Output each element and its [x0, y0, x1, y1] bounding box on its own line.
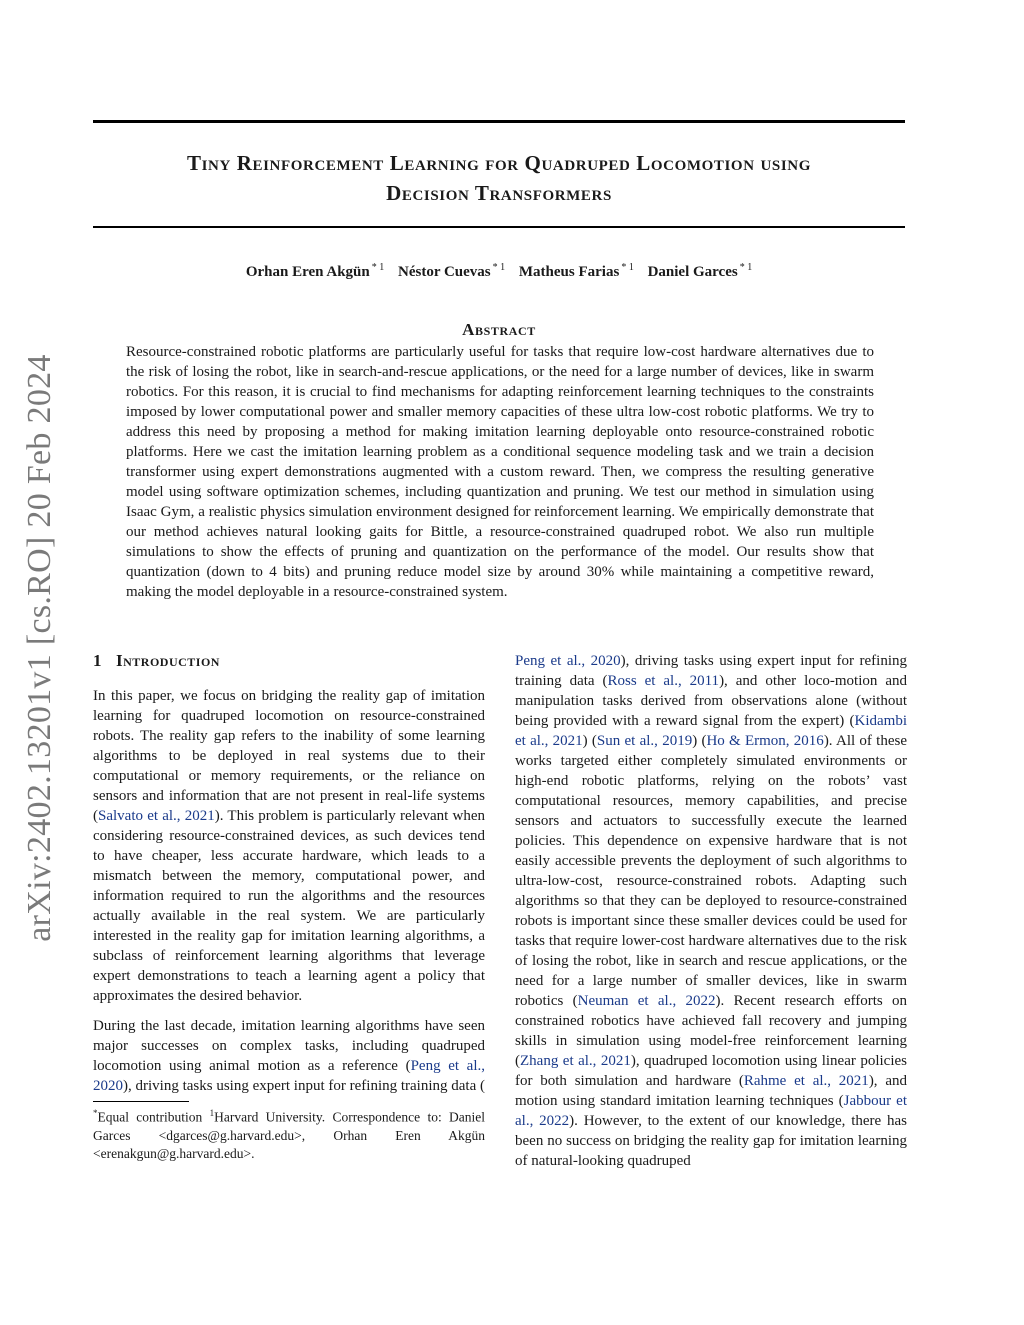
author: Daniel Garces $^{* 1}$ [647, 262, 753, 280]
section-number: 1 [93, 651, 102, 670]
abstract-text: Resource-constrained robotic platforms are particularly useful for tasks that require low-cost hardware alternatives due to the risk of losing the robot, like in search-and-rescue applications, or the need for a large number of devices, like in swarm robotics. For this reason, it is crucial to find mechanisms for adapting reinforcement learning techniques to the constraints imposed by lower computational power and smaller memory capacities of these ultra low-cost robotic platforms. We try to address this need by proposing a method for making imitation learning deployable onto resource-constrained robotic platforms. Here we cast the imitation learning problem as a conditional sequence modeling task and we train a decision transformer using expert demonstrations augmented with a custom reward. Then, we compress the resulting generative model using software optimization schemes, including quantization and pruning. We test our method in simulation using Isaac Gym, a realistic physics simulation environment designed for reinforcement learning. We empirically demonstrate that our method achieves natural looking gaits for Bittle, a resource-constrained quadruped robot. We also run multiple simulations to show the effects of pruning and quantization on the performance of the model. Our results show that quantization (down to 4 bits) and pruning reduce model size by around 30% while maintaining a competitive reward, making the model deployable in a resource-constrained system. [126, 344, 874, 600]
title-line-1: Tiny Reinforcement Learning for Quadruped Locomotion using [186, 151, 811, 175]
citation-link[interactable]: Jabbour et al., 2022 [515, 1093, 907, 1129]
title-top-rule [93, 120, 905, 123]
citation-link[interactable]: Neuman et al., 2022 [577, 993, 716, 1009]
author-list [93, 262, 905, 281]
citation-link[interactable]: Sun et al., 2019 [596, 733, 693, 749]
arxiv-identifier: arXiv:2402.13201v1 [cs.RO] 20 Feb 2024 [21, 354, 58, 942]
intro-paragraph-2: During the last decade, imitation learning algorithms have seen major successes on complex tasks, including quadruped locomotion using animal motion as a reference (Peng et al., 2020), driving tasks using expert input for refining training data ( [93, 1018, 485, 1094]
citation-link[interactable]: Peng et al., 2020 [93, 1058, 485, 1094]
citation-link[interactable]: Rahme et al., 2021 [743, 1073, 869, 1089]
section-title: Introduction [116, 651, 220, 670]
citation-link[interactable]: Kidambi et al., 2021 [515, 713, 907, 749]
intro-paragraph-2-continued: Peng et al., 2020), driving tasks using expert input for refining training data (Ross et al., 2011), and other loco-motion and manipulation tasks derived from observations alone (without being provided with a reward signal from the expert) (Kidambi et al., 2021) (Sun et al., 2019) (Ho & Ermon, 2016). All of these works targeted either completely simulated environments or high-end robotic platforms, relying on the robots’ vast computational resources, memory capabilities, and precise sensors and actuators to successfully execute the learned policies. This dependence on expensive hardware that is not easily accessible prevents the deployment of such algorithms to ultra-low-cost, resource-constrained robots. Adapting such algorithms so that they can be deployed to resource-constrained robots is important since these smaller devices could be used for tasks that require lower-cost hardware alternatives due to the risk of losing the robot, like in search and rescue applications, or the need for a large number of smaller devices, like in swarm robotics (Neuman et al., 2022). Recent research efforts on constrained robotics have achieved fall recovery and jumping skills in simulation using model-free reinforcement learning (Zhang et al., 2021), quadruped locomotion using linear policies for both simulation and hardware (Rahme et al., 2021), and motion using standard imitation learning techniques (Jabbour et al., 2022). However, to the extent of our knowledge, there has been no success on bridging the reality gap for imitation learning of natural-looking quadruped [515, 653, 908, 1169]
title-line-2: Decision Transformers [386, 181, 612, 205]
right-column [515, 651, 907, 1181]
abstract-heading: Abstract [462, 320, 536, 339]
left-column [93, 650, 485, 1106]
author: Orhan Eren Akgün $^{* 1}$ [245, 262, 385, 280]
footnote-rule [93, 1101, 189, 1102]
citation-link[interactable]: Zhang et al., 2021 [520, 1053, 631, 1069]
footnote: *Equal contribution $^1$Harvard University. Correspondence to: Daniel Garces <dgarces@g.harvard.edu>, Orhan Eren Akgün <erenakgun@g.harvard.edu>. [93, 1108, 486, 1161]
paper-title [93, 148, 905, 208]
citation-link[interactable]: Salvato et al., 2021 [98, 808, 215, 824]
title-bottom-rule [93, 226, 905, 228]
author: Néstor Cuevas $^{* 1}$ [398, 262, 506, 280]
section-heading [93, 650, 485, 672]
citation-link[interactable]: Ross et al., 2011 [607, 673, 720, 689]
intro-paragraph-1: In this paper, we focus on bridging the reality gap of imitation learning for quadruped locomotion on resource-constrained robots. The reality gap refers to the inability of some learning algorithms to be deployed in real systems due to their computational or memory requirements, or the reliance on sensors and information that are not present in real-life systems (Salvato et al., 2021). This problem is particularly relevant when considering resource-constrained devices, as such devices tend to have cheaper, less accurate hardware, which leads to a mismatch between the memory, computational power, and information required to run the algorithms and the resources actually available in the real system. We are particularly interested in the reality gap for imitation learning algorithms, a subclass of reinforcement learning algorithms that leverage expert demonstrations to teach a learning agent a policy that approximates the desired behavior. [93, 688, 485, 1004]
citation-link[interactable]: Peng et al., 2020 [515, 653, 621, 669]
citation-link[interactable]: Ho & Ermon, 2016 [706, 733, 824, 749]
author: Matheus Farias $^{* 1}$ [518, 262, 634, 280]
